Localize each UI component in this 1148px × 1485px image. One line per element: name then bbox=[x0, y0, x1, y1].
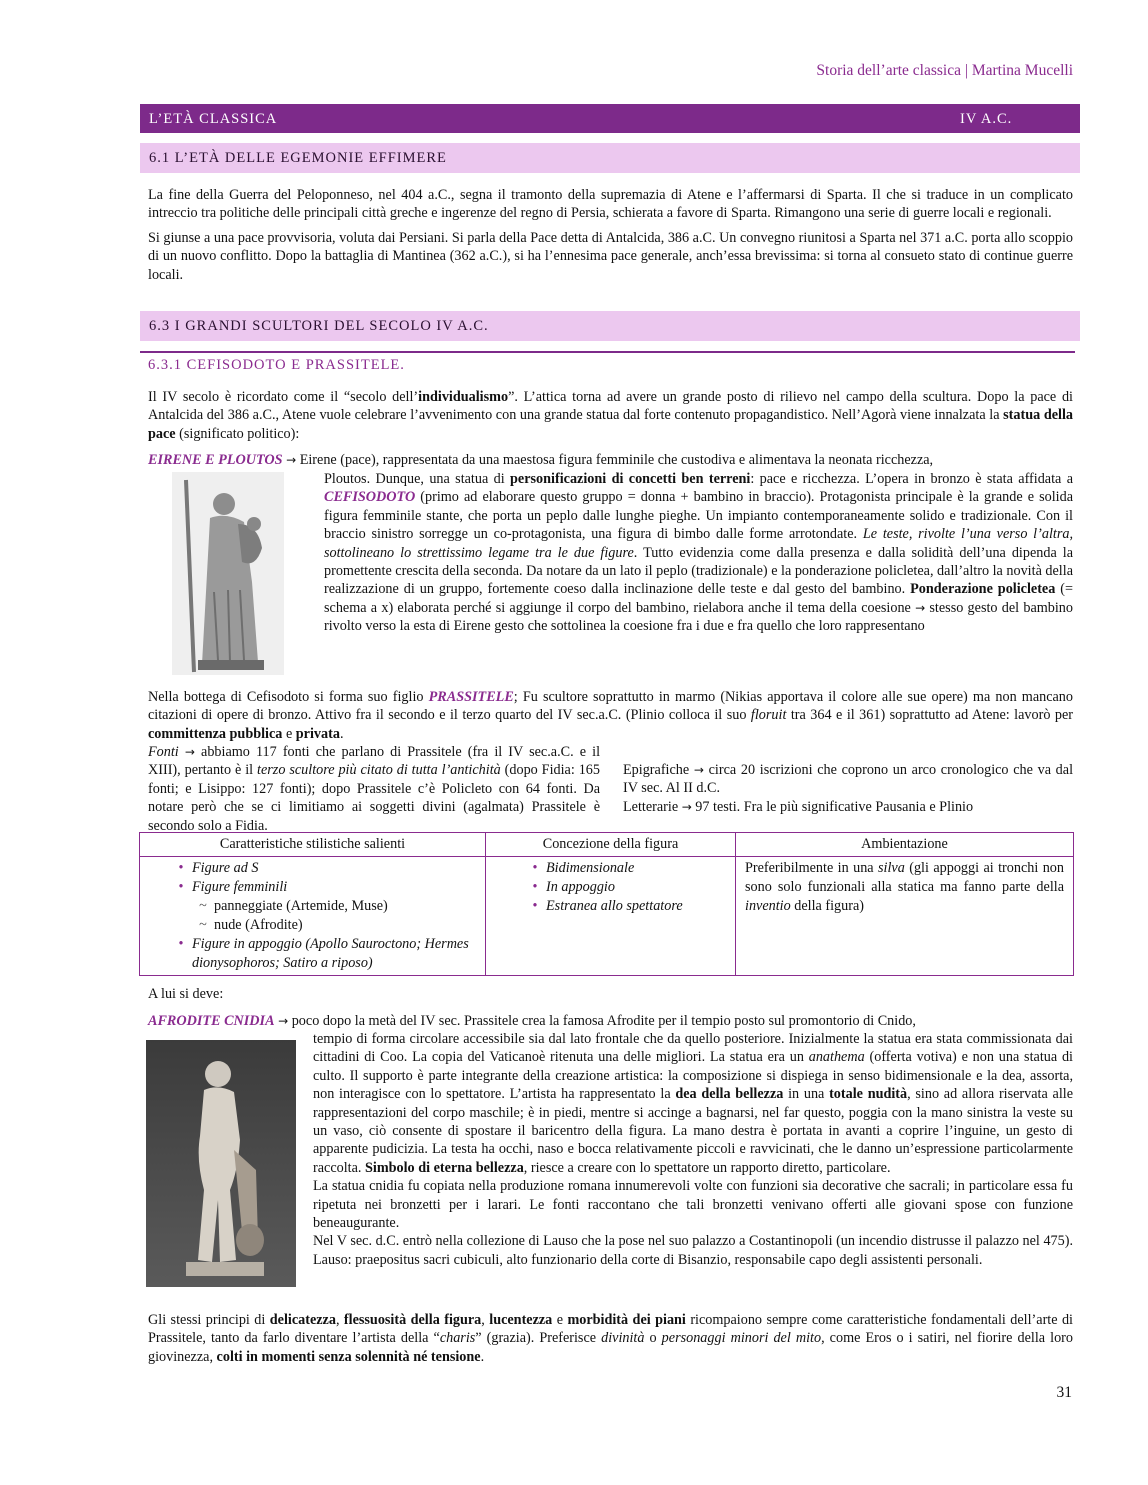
fonti-letterarie bbox=[623, 798, 1073, 816]
table-header: Caratteristiche stilistiche salienti bbox=[140, 833, 486, 857]
page-number: 31 bbox=[1056, 1384, 1072, 1401]
bold-text: flessuosità della figura bbox=[343, 1312, 482, 1328]
list-item bbox=[170, 935, 479, 973]
list-item bbox=[170, 897, 479, 916]
text: Ploutos. Dunque, una statua di bbox=[324, 471, 511, 487]
italic-text: anathema bbox=[808, 1049, 865, 1066]
bold-text: Ponderazione policletea bbox=[910, 581, 1056, 598]
closing-paragraph bbox=[148, 1311, 1073, 1366]
bold-text: totale nudità bbox=[829, 1086, 908, 1103]
bullet-icon: • bbox=[178, 936, 184, 952]
text: e bbox=[282, 725, 296, 742]
text: (gli appoggi ai tronchi non sono solo funzionali alla statica ma fanno parte della bbox=[745, 860, 1064, 895]
eirene-description bbox=[324, 470, 1073, 636]
text: Eirene (pace), rappresentata da una maestosa figura femminile che custodiva e alimentava la neonata ricchezza, bbox=[296, 452, 934, 468]
prassitele-paragraph bbox=[148, 688, 1073, 743]
text: (dopo Fidia: 165 fonti; e Lisippo: 127 fonti); dopo Prassitele c’è Policleto con 64 fonti. Da notare però che se ci limitiamo ai soggetti divini (agalmata) Prassitele è secondo solo a Fidia. bbox=[148, 762, 600, 834]
eirene-first-line bbox=[148, 451, 1073, 469]
list-item-text: In appoggio bbox=[546, 879, 615, 895]
eirene-statue-image bbox=[172, 472, 284, 675]
text: Preferibilmente in una bbox=[745, 860, 879, 876]
text: della figura) bbox=[790, 898, 864, 914]
section-6-1-body bbox=[148, 186, 1073, 284]
paragraph: Si giunse a una pace provvisoria, voluta dai Persiani. Si parla della Pace detta di Antalcida, 386 a.C. Un convegno riunitosi a Sparta nel 371 a.C. porta allo scoppio di un nuovo conflitto. Dopo la battaglia di Mantinea (362 a.C.), si ha l’ennesima pace generale, anch’essa brevissima: si torna al consueto stato di continue guerre locali. bbox=[148, 229, 1073, 283]
section-title: 6.1 L’ETÀ DELLE EGEMONIE EFFIMERE bbox=[149, 150, 447, 166]
text: tempio di forma circolare accessibile sia dal lato frontale che da quello posteriore. Inizialmente la statua era stata commissionata dai cittadini di Coo. La copia del Vaticanoè ritenuta una delle migliori. La statua era un bbox=[313, 1031, 1073, 1066]
text: : pace e ricchezza. L’opera in bronzo è stata affidata a bbox=[750, 471, 1074, 487]
arrow-icon: → bbox=[693, 763, 704, 777]
arrow-icon: → bbox=[681, 799, 692, 814]
section-heading-6-3 bbox=[140, 311, 1080, 341]
chapter-band bbox=[140, 104, 1080, 133]
bold-text: morbidità dei piani bbox=[567, 1312, 686, 1328]
paragraph: Nel V sec. d.C. entrò nella collezione di Lauso che la pose nel suo palazzo a Costantinopoli (un incendio distrusse il palazzo nel 475). Lauso: praepositus sacri cubiculi, alto funzionario della corte di Bisanzio, responsabile capo degli assistenti personali. bbox=[313, 1233, 1073, 1268]
italic-text: charis bbox=[439, 1330, 476, 1347]
text: (significato politico): bbox=[175, 425, 300, 442]
text: , bbox=[335, 1312, 344, 1328]
afrodite-first-line bbox=[148, 1012, 1073, 1030]
text: stesso gesto del bambino rivolto verso la esta di Eirene gesto che sottolinea la coesione fra i due e fra quello che loro rappresentano bbox=[324, 599, 1073, 635]
table-header: Ambientazione bbox=[736, 833, 1074, 857]
italic-text: silva bbox=[878, 860, 905, 876]
bullet-icon: • bbox=[532, 879, 538, 895]
italic-text: floruit bbox=[750, 707, 787, 724]
bullet-icon: • bbox=[178, 860, 184, 876]
text: abbiamo 117 fonti che parlano di Prassitele (fra il IV sec.a.C. e il XIII), pertanto è il bbox=[148, 744, 601, 779]
fonti-left bbox=[148, 743, 600, 835]
bold-text: dea della bellezza bbox=[675, 1086, 784, 1103]
bold-text: committenza pubblica bbox=[148, 725, 283, 742]
italic-text: Fonti bbox=[148, 744, 179, 760]
table-row bbox=[140, 857, 1074, 976]
text: (= schema a x) elaborata perché si aggiunge il corpo del bambino, rielabora anche il tema della coesione bbox=[324, 581, 1073, 616]
italic-text: divinità bbox=[601, 1330, 645, 1347]
list-item bbox=[524, 897, 729, 916]
keyword-cefisodoto: CEFISODOTO bbox=[324, 489, 416, 506]
bold-text: statua della pace bbox=[148, 407, 1073, 442]
text: (offerta votiva) e non una statua di culto. Il supporto è parte integrante della creazione artistica: la composizione si dispiega in senso bidimensionale e la dea, assorta, non interagisce con lo spettatore. L’artista ha rappresentato la bbox=[313, 1049, 1073, 1103]
document-header-title: Storia dell’arte classica | Martina Mucelli bbox=[816, 62, 1073, 79]
text: Epigrafiche bbox=[623, 762, 694, 778]
fonti-epigrafiche bbox=[623, 761, 1073, 798]
text: ricompaiono sempre come caratteristiche fondamentali dell’arte di Prassitele, tanto da farlo diventare l’artista della “ bbox=[148, 1312, 1073, 1347]
text: o bbox=[644, 1330, 662, 1347]
list-item bbox=[524, 859, 729, 878]
bold-text: individualismo bbox=[418, 389, 509, 405]
subsection-title: 6.3.1 CEFISODOTO E PRASSITELE. bbox=[148, 357, 405, 373]
text: in una bbox=[783, 1086, 830, 1103]
chapter-title: L’ETÀ CLASSICA bbox=[149, 111, 278, 127]
chapter-period: IV A.C. bbox=[960, 111, 1013, 127]
text: ; Fu scultore soprattutto in marmo (Nikias apportava il colore alle sue opere) ma non mancano citazioni di opere di bronzo. Attivo fra il secondo e il terzo quarto del IV sec.a.C. (Plinio colloca il suo bbox=[148, 689, 1073, 724]
bold-text: delicatezza bbox=[269, 1312, 336, 1328]
table-header-row bbox=[140, 833, 1074, 857]
bold-text: personificazioni di concetti ben terreni bbox=[510, 471, 751, 487]
list-item-text: nude (Afrodite) bbox=[214, 917, 303, 933]
afrodite-description bbox=[313, 1030, 1073, 1269]
list-item-text: Figure ad S bbox=[192, 860, 259, 876]
list-item bbox=[170, 916, 479, 935]
list-item-text: panneggiate (Artemide, Muse) bbox=[214, 898, 388, 914]
text: ” (grazia). Preferisce bbox=[475, 1330, 602, 1347]
list-item-text: Estranea allo spettatore bbox=[546, 898, 683, 914]
table-cell bbox=[486, 857, 736, 976]
text: . bbox=[480, 1348, 485, 1365]
table-header: Concezione della figura bbox=[486, 833, 736, 857]
section-title: 6.3 I GRANDI SCULTORI DEL SECOLO IV A.C. bbox=[149, 318, 489, 334]
table-cell bbox=[140, 857, 486, 976]
italic-text: Le teste, rivolte l’una verso l’altra, sottolineano lo strettissimo legame tra le due figure bbox=[324, 526, 1073, 561]
italic-text: inventio bbox=[745, 898, 791, 914]
list-item-text: Figure femminili bbox=[192, 879, 288, 895]
arrow-icon: → bbox=[286, 453, 297, 467]
text: circa 20 iscrizioni che coprono un arco cronologico che va dal IV sec. Al II d.C. bbox=[623, 762, 1074, 797]
arrow-icon: → bbox=[278, 1014, 289, 1028]
a-lui-si-deve: A lui si deve: bbox=[148, 986, 224, 1002]
text: (primo ad elaborare questo gruppo = donna + bambino in braccio). Protagonista principale è la grande e solida figura femminile stante, che porta un peplo dalle lunghe pieghe. Un impianto contemporaneamente solido e tradizionale. Con il braccio sinistro sorregge un co-protagonista, una figura di bimbo dalle forme arrotondate. bbox=[324, 489, 1073, 543]
bold-text: privata bbox=[295, 725, 340, 742]
table-cell bbox=[736, 857, 1074, 976]
afrodite-statue-image bbox=[146, 1040, 296, 1287]
arrow-icon: → bbox=[915, 600, 926, 615]
text: , riesce a creare con lo spettatore un rapporto diretto, particolare. bbox=[523, 1159, 891, 1176]
text: poco dopo la metà del IV sec. Prassitele crea la famosa Afrodite per il tempio posto sul promontorio di Cnido, bbox=[288, 1013, 916, 1029]
tilde-icon: ~ bbox=[199, 917, 207, 933]
text: Il IV secolo è ricordato come il “secolo dell’ bbox=[148, 389, 419, 405]
italic-text: terzo scultore più citato di tutta l’antichità bbox=[257, 762, 501, 779]
list-item bbox=[170, 878, 479, 897]
section-heading-6-1 bbox=[140, 143, 1080, 173]
bullet-icon: • bbox=[532, 898, 538, 914]
text: Letterarie bbox=[623, 798, 682, 815]
text: 97 testi. Fra le più significative Pausania e Plinio bbox=[691, 798, 974, 815]
text: Gli stessi principi di bbox=[148, 1312, 270, 1328]
text: , come Eros o i satiri, nel fiorire della loro giovinezza, bbox=[148, 1330, 1073, 1365]
list-item bbox=[170, 859, 479, 878]
keyword-prassitele: PRASSITELE bbox=[428, 689, 514, 705]
intro-paragraph bbox=[148, 388, 1073, 443]
fonti-right bbox=[623, 761, 1073, 816]
paragraph: La statua cnidia fu copiata nella produzione romana innumerevoli volte con funzioni sia decorative che sacrali; in particolare essa fu ripetuta nei bronzetti per i larari. Le fonti raccontano che tali bronzetti venivano offerti alle giovani spose con funzione beneaugurante. bbox=[313, 1178, 1073, 1232]
bold-text: Simbolo di eterna bellezza bbox=[364, 1159, 524, 1176]
text: , bbox=[481, 1312, 490, 1328]
text: Nella bottega di Cefisodoto si forma suo figlio bbox=[148, 689, 429, 705]
list-item-text: Bidimensionale bbox=[546, 860, 635, 876]
bullet-icon: • bbox=[532, 860, 538, 876]
paragraph: La fine della Guerra del Peloponneso, nel 404 a.C., segna il tramonto della supremazia di Atene e l’affermarsi di Sparta. Il che si traduce in un complicato intreccio tra politiche delle principali città greche e ingerenze del regno di Persia, schierata a favore di Sparta. Rimangono una serie di guerre locali e regionali. bbox=[148, 187, 1073, 222]
divider bbox=[140, 351, 1075, 353]
tilde-icon: ~ bbox=[199, 898, 207, 914]
statue-icon bbox=[172, 472, 284, 675]
bold-text: lucentezza bbox=[489, 1312, 553, 1328]
keyword-eirene: EIRENE E PLOUTOS bbox=[148, 452, 283, 468]
text: , sino ad allora riservata alle rappresentazioni del corpo maschile; è in piedi, mentre si accinge a bagnarsi, nel far questo, poggia con la mano sinistra la veste su un vaso, ciò consente di spostare il baricentro della figura. La mano destra è portata in avanti a coprire l’inguine, un gesto di apparente pudicizia. La testa ha occhi, naso e bocca relativamente piccoli e ravvicinati, che le danno un’espressione particolarmente raccolta. bbox=[313, 1086, 1073, 1176]
list-item-text: Figure in appoggio (Apollo Sauroctono; Hermes dionysophoros; Satiro a riposo) bbox=[192, 936, 469, 971]
italic-text: personaggi minori del mito bbox=[661, 1330, 822, 1347]
bullet-icon: • bbox=[178, 879, 184, 895]
bold-text: colti in momenti senza solennità né tensione bbox=[216, 1348, 481, 1365]
paragraph bbox=[313, 1030, 1073, 1177]
statue-icon bbox=[146, 1040, 296, 1287]
text: . bbox=[339, 725, 344, 742]
keyword-afrodite: AFRODITE CNIDIA bbox=[148, 1013, 275, 1029]
text: . Tutto evidenzia come dalla presenza e dalla solidità dell’una dipenda la promettente crescita della seconda. Da notare da un lato il peplo (tradizionale) e la ponderazione policletea, dall’altro la novità della realizzazione di un gruppo, fortemente coeso dalla inclinazione delle teste e dal gesto del bambino. bbox=[324, 544, 1074, 598]
list-item bbox=[524, 878, 729, 897]
stylistic-table bbox=[139, 832, 1074, 976]
text: ”. L’attica torna ad avere un grande posto di rilievo nel campo della scultura. Dopo la pace di Antalcida del 386 a.C., Atene vuole celebrare l’avvenimento con una grande statua dal forte contenuto propagandistico. Nell’Agorà viene innalzata la bbox=[148, 389, 1074, 424]
text: tra 364 e il 361) soprattutto ad Atene: lavorò per bbox=[786, 707, 1073, 724]
text: e bbox=[552, 1312, 568, 1328]
arrow-icon: → bbox=[184, 745, 195, 759]
